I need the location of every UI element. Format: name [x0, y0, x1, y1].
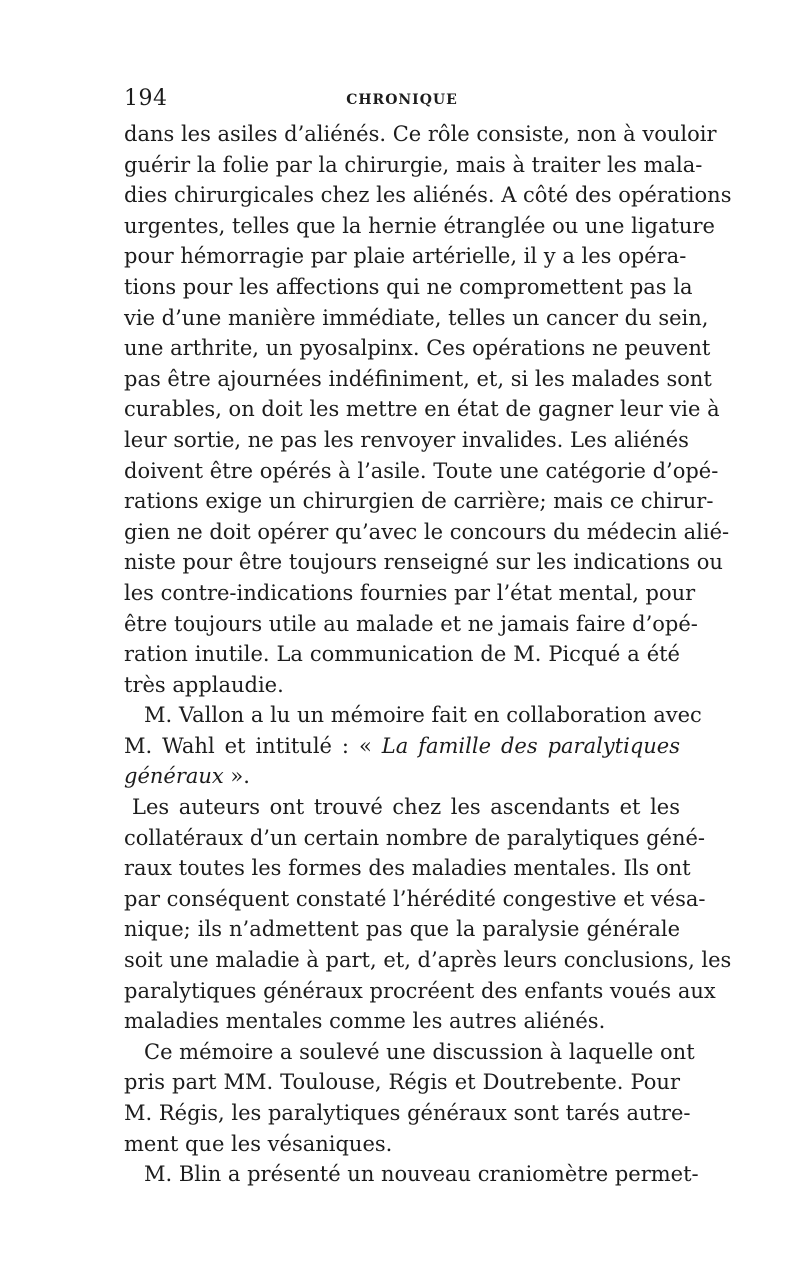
text-line: très applaudie. [124, 672, 284, 697]
page-number: 194 [124, 86, 168, 111]
text-line: pas être ajournées indéfiniment, et, si les malades sont [124, 366, 712, 391]
text-line: être toujours utile au malade et ne jamais faire d’opé- [124, 611, 698, 636]
text-line: dans les asiles d’aliénés. Ce rôle consiste, non à vouloir [124, 122, 717, 146]
text-line: raux toutes les formes des maladies mentales. Ils ont [124, 856, 691, 881]
text-line: soit une maladie à part, et, d’après leurs conclusions, les [124, 948, 732, 973]
running-head [124, 86, 680, 116]
text-line: M. Régis, les paralytiques généraux sont tarés autre- [124, 1101, 691, 1125]
text-line: pour hémorragie par plaie artérielle, il y a les opéra- [124, 244, 687, 269]
text-line: collatéraux d’un certain nombre de paralytiques géné- [124, 825, 706, 850]
text-fragment: M. Wahl et intitulé : « [124, 733, 382, 758]
text-line: nique; ils n’admettent pas que la paralysie générale [124, 917, 680, 942]
text-line: leur sortie, ne pas les renvoyer invalides. Les aliénés [124, 427, 689, 452]
text-line: Ce mémoire a soulevé une discussion à laquelle ont [144, 1039, 695, 1064]
text-line [124, 731, 680, 762]
text-line: les contre-indications fournies par l’état mental, pour [124, 580, 696, 605]
text-line: paralytiques généraux procréent des enfants voués aux [124, 978, 716, 1003]
running-title: CHRONIQUE [346, 92, 458, 108]
text-line: Les auteurs ont trouvé chez les ascendants et les [132, 795, 680, 820]
text-line: tions pour les affections qui ne compromettent pas la [124, 274, 693, 299]
text-line: dies chirurgicales chez les aliénés. A côté des opérations [124, 183, 732, 208]
text-line: par conséquent constaté l’hérédité congestive et vésa- [124, 886, 706, 911]
text-line: gien ne doit opérer qu’avec le concours du médecin alié- [124, 519, 730, 544]
text-line: guérir la folie par la chirurgie, mais à traiter les mala- [124, 152, 703, 177]
text-line: M. Vallon a lu un mémoire fait en collaboration avec [144, 703, 702, 728]
text-line: vie d’une manière immédiate, telles un cancer du sein, [124, 305, 709, 330]
text-line [124, 761, 680, 792]
text-line: ration inutile. La communication de M. Picqué a été [124, 642, 680, 667]
text-line: curables, on doit les mettre en état de gagner leur vie à [124, 397, 720, 422]
text-line: urgentes, telles que la hernie étranglée ou une ligature [124, 213, 715, 238]
body-text [124, 119, 732, 1190]
italic-title: généraux [124, 764, 224, 789]
text-line: niste pour être toujours renseigné sur les indications ou [124, 550, 723, 575]
text-line: maladies mentales comme les autres aliénés. [124, 1009, 606, 1034]
text-line: une arthrite, un pyosalpinx. Ces opérations ne peuvent [124, 336, 711, 361]
text-line: M. Blin a présenté un nouveau craniomètre permet- [144, 1162, 699, 1187]
text-line: doivent être opérés à l’asile. Toute une catégorie d’opé- [124, 458, 719, 483]
text-line: pris part MM. Toulouse, Régis et Doutrebente. Pour [124, 1070, 680, 1095]
text-fragment: ». [223, 764, 250, 789]
text-line: rations exige un chirurgien de carrière; mais ce chirur- [124, 489, 714, 514]
italic-title: La famille des paralytiques [381, 733, 680, 758]
text-line: ment que les vésaniques. [124, 1131, 393, 1156]
